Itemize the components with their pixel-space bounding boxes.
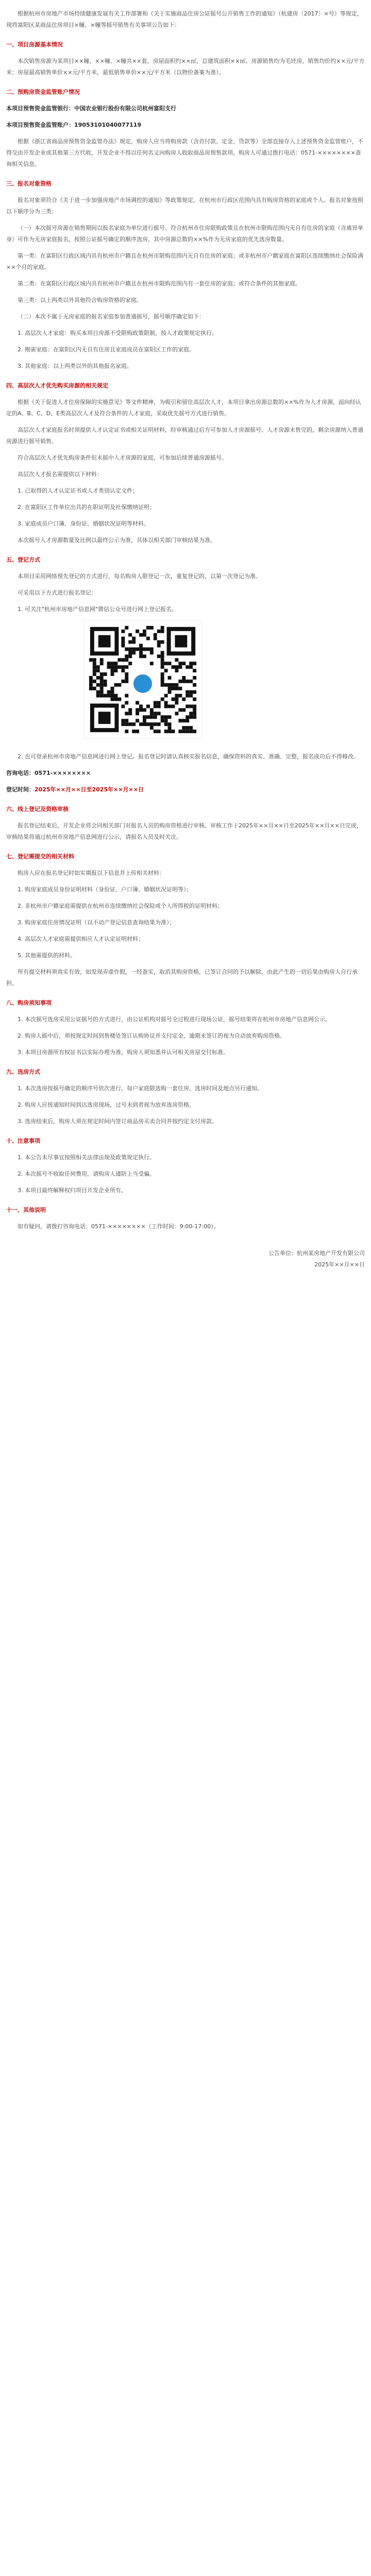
section-title-5: 五、登记方式	[6, 556, 40, 563]
qr-code[interactable]	[83, 620, 202, 743]
section4-paragraph: 高层次人才家庭报名时须提供人才认定证书或相关证明材料，经审核通过后方可参加人才房源摇号。人才房源未售完的，剩余房源纳入普通房源进行摇号销售。	[6, 427, 363, 445]
section5-item: 2. 也可登录杭州市房地产信息网进行网上登记。报名登记时请认真核实报名信息，确保资料的真实、准确、完整，报名成功后不得修改。	[18, 753, 359, 760]
section4-paragraph: 根据《关于促进人才住房保障的实施意见》等文件精神，为吸引和留住高层次人才，本项目拿出房源总数的××%作为人才房源，面向经认定的A、B、C、D、E类高层次人才及符合条件的人才家庭，采取优先摇号方式进行销售。	[6, 399, 361, 417]
section-title-9: 九、选房方式	[6, 1069, 40, 1075]
section3-item: 第三类：以上两类以外其他符合购房资格的家庭。	[18, 297, 142, 303]
section-title-3: 三、报名对象资格	[6, 180, 52, 187]
section7-intro: 购房人应在报名登记时如实填报以下信息并上传相关材料：	[18, 870, 165, 876]
announcement-footer	[6, 1248, 365, 1270]
section3-intro: 报名对象须符合《关于进一步加强房地产市场调控的通知》等政策规定，在杭州市行政区范围内具有购房资格的家庭或个人。报名对象按照以下顺序分为三类：	[6, 197, 363, 215]
section7-item: 2. 非杭州市户籍家庭需提供在杭州市连续缴纳社会保险或个人所得税的证明材料；	[18, 903, 223, 909]
phone-label: 咨询电话：	[6, 770, 35, 776]
section4-paragraph: 符合高层次人才优先购房条件但未摇中人才房源的家庭，可参加后续普通房源摇号。	[18, 454, 227, 461]
section9-paragraph: 1. 本次选房按摇号确定的顺序号依次进行。每户家庭限选购一套住房，选房时间及地点另行通知。	[18, 1085, 263, 1092]
section4-condition: 1. 已取得的人才认定证书或人才类别认定文件；	[18, 487, 138, 494]
supervision-bank: 本项目预售资金监管银行：中国农业银行股份有限公司杭州富阳支行	[6, 105, 176, 112]
section3-subtitle: （二）本次不属于无房家庭的报名家庭参加普通摇号，摇号顺序确定如下：	[18, 313, 205, 320]
section-title-11: 十一、其他说明	[6, 1207, 46, 1213]
section5-intro: 本项目采用网络预先登记的方式进行，每名购房人限登记一次，重复登记的，以第一次登记为准。	[18, 573, 261, 580]
section5-sub: 可采用以下方式进行报名登记：	[18, 589, 97, 596]
register-time: 2025年××月××日至2025年××月××日	[35, 786, 144, 793]
section1-text: 本次销售房源为某项目××幢、××幢、×幢共××套，房屋面积约××㎡，总建筑面积××㎡。房源销售均为毛坯房，销售均价约××元/平方米；房屋最高销售单价××元/平方米，最低销售单价××元/平方米（以物价备案为准）。	[6, 58, 365, 76]
footer-date: 2025年××月××日	[314, 1261, 365, 1268]
section5-phone	[6, 768, 365, 779]
section7-item: 3. 购房家庭住房情况证明（以不动产登记信息查询结果为准）；	[18, 919, 175, 926]
section8-item: 1. 本次摇号选房采用公证摇号的方式进行，由公证机构对摇号全过程进行现场公证，摇号结果将在杭州市房地产信息网公示。	[18, 1016, 331, 1023]
section8-item: 2. 购房人摇中后，须按规定时间到售楼处签订认购协议并支付定金，逾期未签订的视为自动放弃购房资格。	[18, 1032, 285, 1039]
section-title-4: 四、高层次人才优先购买房源的相关规定	[6, 382, 108, 389]
section10-item: 3. 本项目最终解释权归项目开发企业所有。	[18, 1187, 127, 1194]
section10-item: 2. 本次摇号不收取任何费用，请购房人谨防上当受骗。	[18, 1171, 155, 1177]
qr-logo-icon	[132, 673, 154, 694]
section4-condition: 2. 在富阳区工作单位出具的在职证明及社保缴纳证明；	[18, 504, 155, 511]
section3-item: 第二类：在富阳区行政区域内具有杭州市户籍且在杭州市限购范围内有一套住房的家庭；或符合条件的其他家庭。	[18, 280, 301, 287]
section7-note: 所有提交材料须真实有效，如发现弄虚作假，一经查实，取消其购房资格，已签订合同的予以解除，由此产生的一切后果由购房人自行承担。	[6, 969, 358, 987]
section3-subitem: 1. 高层次人才家庭：购买本项目房源不受限购政策限制，按人才政策规定执行。	[18, 330, 217, 336]
section3-item: （一）本次摇号房源在销售期间以报名家庭为单位进行摇号。符合杭州市住房限购政策且在杭州市限购范围内无自有住房的家庭（含离异单身）可作为无房家庭报名，按照公证摇号确定的顺序选房，其中房源总数的××%作为无房家庭的优先选房数量。	[6, 225, 363, 243]
section7-item: 5. 其他需提供的材料。	[18, 952, 76, 959]
section10-item: 1. 本公告未尽事宜按照相关法律法规及政策规定执行。	[18, 1154, 155, 1161]
section-title-6: 六、线上登记及资格审核	[6, 806, 69, 812]
intro-paragraph: 根据杭州市房地产市场持续健康发展有关工作部署和《关于实施商品住房公证摇号公开销售工作的通知》（杭建房〔2017〕×号）等规定，现将富阳区某商品住房项目×幢、×幢等摇号销售有关事项公告如下：	[6, 10, 363, 28]
section4-extra: 本次摇号人才房源数量及比例以最终公示为准，具体以相关部门审核结果为准。	[18, 537, 216, 544]
section-title-8: 八、购房须知事项	[6, 999, 52, 1006]
phone-number[interactable]: 0571-××××××××	[35, 770, 91, 776]
section9-paragraph: 3. 选房结束后，购房人须在规定时间内签订商品房买卖合同并按约定支付房款。	[18, 1118, 217, 1125]
time-label: 登记时间：	[6, 786, 35, 793]
section2-note: 根据《浙江省商品房预售资金监管办法》规定，购房人应当将购房款（含首付款、定金、贷款等）全部直接存入上述预售资金监管账户，不得交由开发企业或其他第三方代收，开发企业不得以任何名义向购房人收取商品房预售款项。购房人可通过拨打电话：0571-××××××××查询相关信息。	[6, 138, 363, 167]
footer-company: 公告单位：杭州某房地产开发有限公司	[268, 1250, 365, 1257]
section7-item: 1. 购房家庭成员身份证明材料（身份证、户口簿、婚姻状况证明等）；	[18, 886, 192, 893]
supervision-account: 本项目预售资金监管账户：19053101040077119	[6, 122, 142, 128]
section3-subitem: 3. 其他家庭：以上两类以外的其他报名家庭。	[18, 363, 132, 369]
section4-cond-title: 高层次人才报名需提供以下材料：	[18, 471, 103, 478]
section9-paragraph: 2. 购房人应按通知时间到达选房现场，过号未到者视为放弃选房资格。	[18, 1101, 195, 1108]
section-title-10: 十、注意事项	[6, 1138, 40, 1144]
section6-text: 报名登记结束后，开发企业将会同相关部门对报名人员的购房资格进行审核。审核工作于2025年××月××日至2025年××月××日完成，审核结果将通过杭州市房地产信息网进行公示，请报名人员及时关注。	[6, 822, 362, 840]
section-title-1: 一、项目房源基本情况	[6, 41, 63, 48]
section-title-7: 七、登记需提交的相关材料	[6, 853, 74, 860]
section8-item: 3. 本项目房源所有权证书以实际办理为准，购房人须知悉并认可相关房屋交付标准。	[18, 1049, 229, 1056]
section3-subitem: 2. 刚需家庭：在富阳区内无自有住房且家庭成员在富阳区工作的家庭。	[18, 346, 195, 353]
section5-time	[6, 784, 365, 795]
section5-item: 1. 可关注"杭州市房地产信息网"微信公众号进行网上登记报名。	[18, 606, 178, 613]
section7-item: 4. 高层次人才家庭需提供相应人才认定证明材料；	[18, 936, 144, 942]
section-title-2: 二、预购房资金监管账户情况	[6, 89, 80, 95]
section11-text: 如有疑问，请拨打咨询电话：0571-××××××××（工作时间：9:00-17:00）。	[18, 1223, 220, 1230]
section4-condition: 3. 家庭成员户口簿、身份证、婚姻状况证明等材料。	[18, 520, 149, 527]
section3-item: 第一类：在富阳区行政区域内具有杭州市户籍且在杭州市限购范围内无自有住房的家庭；或非杭州市户籍家庭在富阳区连续缴纳社会保险满××个月的家庭。	[6, 252, 363, 270]
